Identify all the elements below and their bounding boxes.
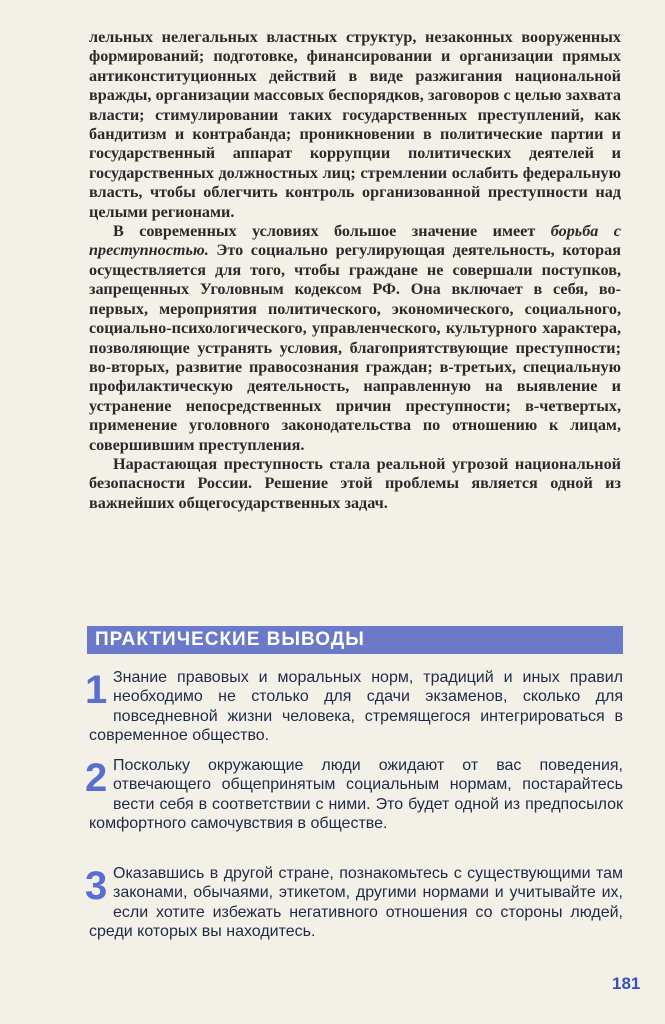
section-banner (87, 626, 623, 654)
conclusion-text-3: Оказавшись в другой стране, познакомьтесь с существующими там законами, обычаями, этикетом, другими нормами и учитывайте их, если хотите избежать негативного отношения со стороны людей, среди которых вы находитесь. (89, 865, 623, 941)
conclusion-number-1: 1 (85, 668, 108, 712)
page-number: 181 (612, 974, 641, 993)
conclusion-item-1 (85, 668, 623, 746)
paragraph-2-rest: Это социально регулирующая деятельность, которая осуществляется для того, чтобы граждане не совершали поступков, запрещенных Уголовным кодексом РФ. Она включает в себя, во-первых, мероприятия политического, экономического, социального, социально-психологического, управленческого, культурного характера, позволяющие устранять условия, благоприятствующие преступности; во-вторых, развитие правосознания граждан; в-третьих, специальную профилактическую деятельность, направленную на выявление и устранение непосредственных причин преступности; в-четвертых, применение уголовного законодательства по отношению к лицам, совершившим преступления. (89, 241, 621, 454)
conclusion-text-2: Поскольку окружающие люди ожидают от вас поведения, отвечающего общепринятым социальным нормам, постарайтесь вести себя в соответствии с ними. Это будет одной из предпосылок комфортного самочувствия в обществе. (89, 757, 623, 833)
paragraph-3: Нарастающая преступность стала реальной угрозой национальной безопасности России. Решение этой проблемы является одной из важнейших общегосударственных задач. (89, 454, 621, 512)
main-text (89, 28, 621, 513)
paragraph-2 (89, 222, 621, 455)
conclusion-number-3: 3 (85, 864, 108, 908)
conclusion-text-1: Знание правовых и моральных норм, традиций и иных правил необходимо не столько для сдачи экзаменов, сколько для повседневной жизни человека, стремящегося интегрироваться в современное общество. (89, 669, 623, 745)
conclusion-item-3 (85, 864, 623, 942)
conclusion-item-2 (85, 756, 623, 834)
paragraph-2-start: В современных условиях большое значение имеет (113, 222, 551, 241)
paragraph-2-emphasis: борьба с преступностью. (89, 222, 621, 260)
section-title: ПРАКТИЧЕСКИЕ ВЫВОДЫ (95, 629, 365, 650)
paragraph-1: лельных нелегальных властных структур, незаконных вооруженных формирований; подготовке, финансировании и организации прямых антиконституционных действий в виде разжигания национальной вражды, организации массовых беспорядков, заговоров с целью захвата власти; стимулировании таких государственных преступлений, как бандитизм и контрабанда; проникновении в политические партии и государственный аппарат коррупции политических деятелей и государственных должностных лиц; стремлении ослабить федеральную власть, чтобы облегчить контроль организованной преступности над целыми регионами. (89, 28, 621, 221)
conclusion-number-2: 2 (85, 756, 108, 800)
